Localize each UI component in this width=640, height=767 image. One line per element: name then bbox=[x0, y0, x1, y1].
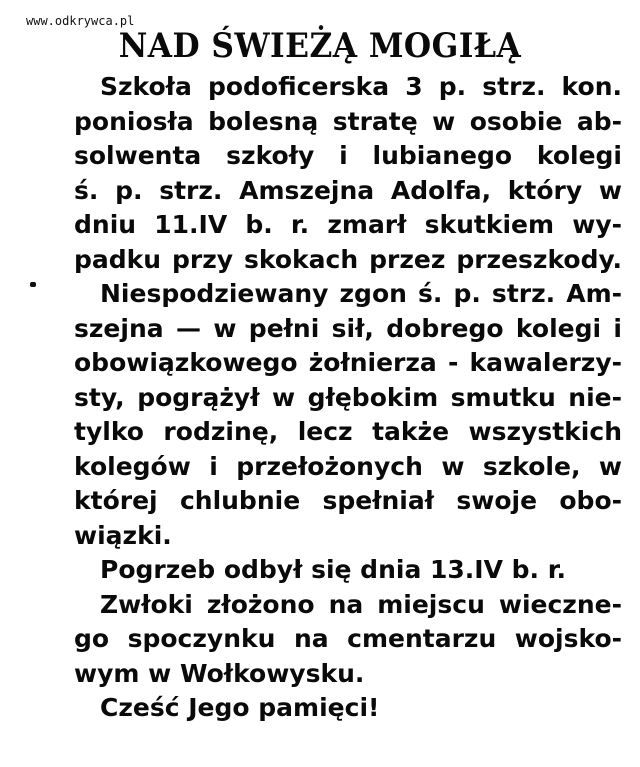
text-line: kolegów i przełożonych w szkole, w bbox=[74, 451, 622, 481]
text-line: Cześć Jego pamięci! bbox=[100, 693, 380, 722]
text-line: Niespodziewany zgon ś. p. strz. Am- bbox=[100, 279, 622, 308]
text-line: wiązki. bbox=[74, 520, 172, 550]
text-line: sty, pogrążył w głębokim smutku nie- bbox=[74, 382, 622, 412]
text-line: obowiązkowego żołnierza - kawalerzy- bbox=[74, 348, 622, 377]
text-line: solwenta szkoły i lubianego kolegi bbox=[74, 141, 622, 170]
text-line: go spoczynku na cmentarzu wojsko- bbox=[74, 624, 622, 653]
text-line: dniu 11.IV b. r. zmarł skutkiem wy- bbox=[74, 210, 622, 239]
article-body bbox=[74, 70, 622, 726]
text-line: wym w Wołkowysku. bbox=[74, 658, 365, 688]
watermark: www.odkrywca.pl bbox=[26, 14, 135, 28]
text-line: padku przy skokach przez przeszkody. bbox=[74, 244, 622, 274]
text-line: szejna — w pełni sił, dobrego kolegi i bbox=[74, 313, 622, 343]
text-line: tylko rodzinę, lecz także wszystkich bbox=[74, 417, 622, 446]
text-line: Zwłoki złożono na miejscu wieczne- bbox=[100, 589, 622, 619]
text-line: ś. p. strz. Amszejna Adolfa, który w bbox=[74, 175, 622, 205]
print-speck bbox=[30, 282, 36, 287]
text-line: Szkoła podoficerska 3 p. strz. kon. bbox=[100, 72, 622, 101]
article-title: NAD ŚWIEŻĄ MOGIŁĄ bbox=[118, 26, 522, 66]
text-line: Pogrzeb odbył się dnia 13.IV b. r. bbox=[100, 555, 567, 584]
text-line: której chlubnie spełniał swoje obo- bbox=[74, 486, 622, 515]
text-line: poniosła bolesną stratę w osobie ab- bbox=[74, 106, 622, 136]
